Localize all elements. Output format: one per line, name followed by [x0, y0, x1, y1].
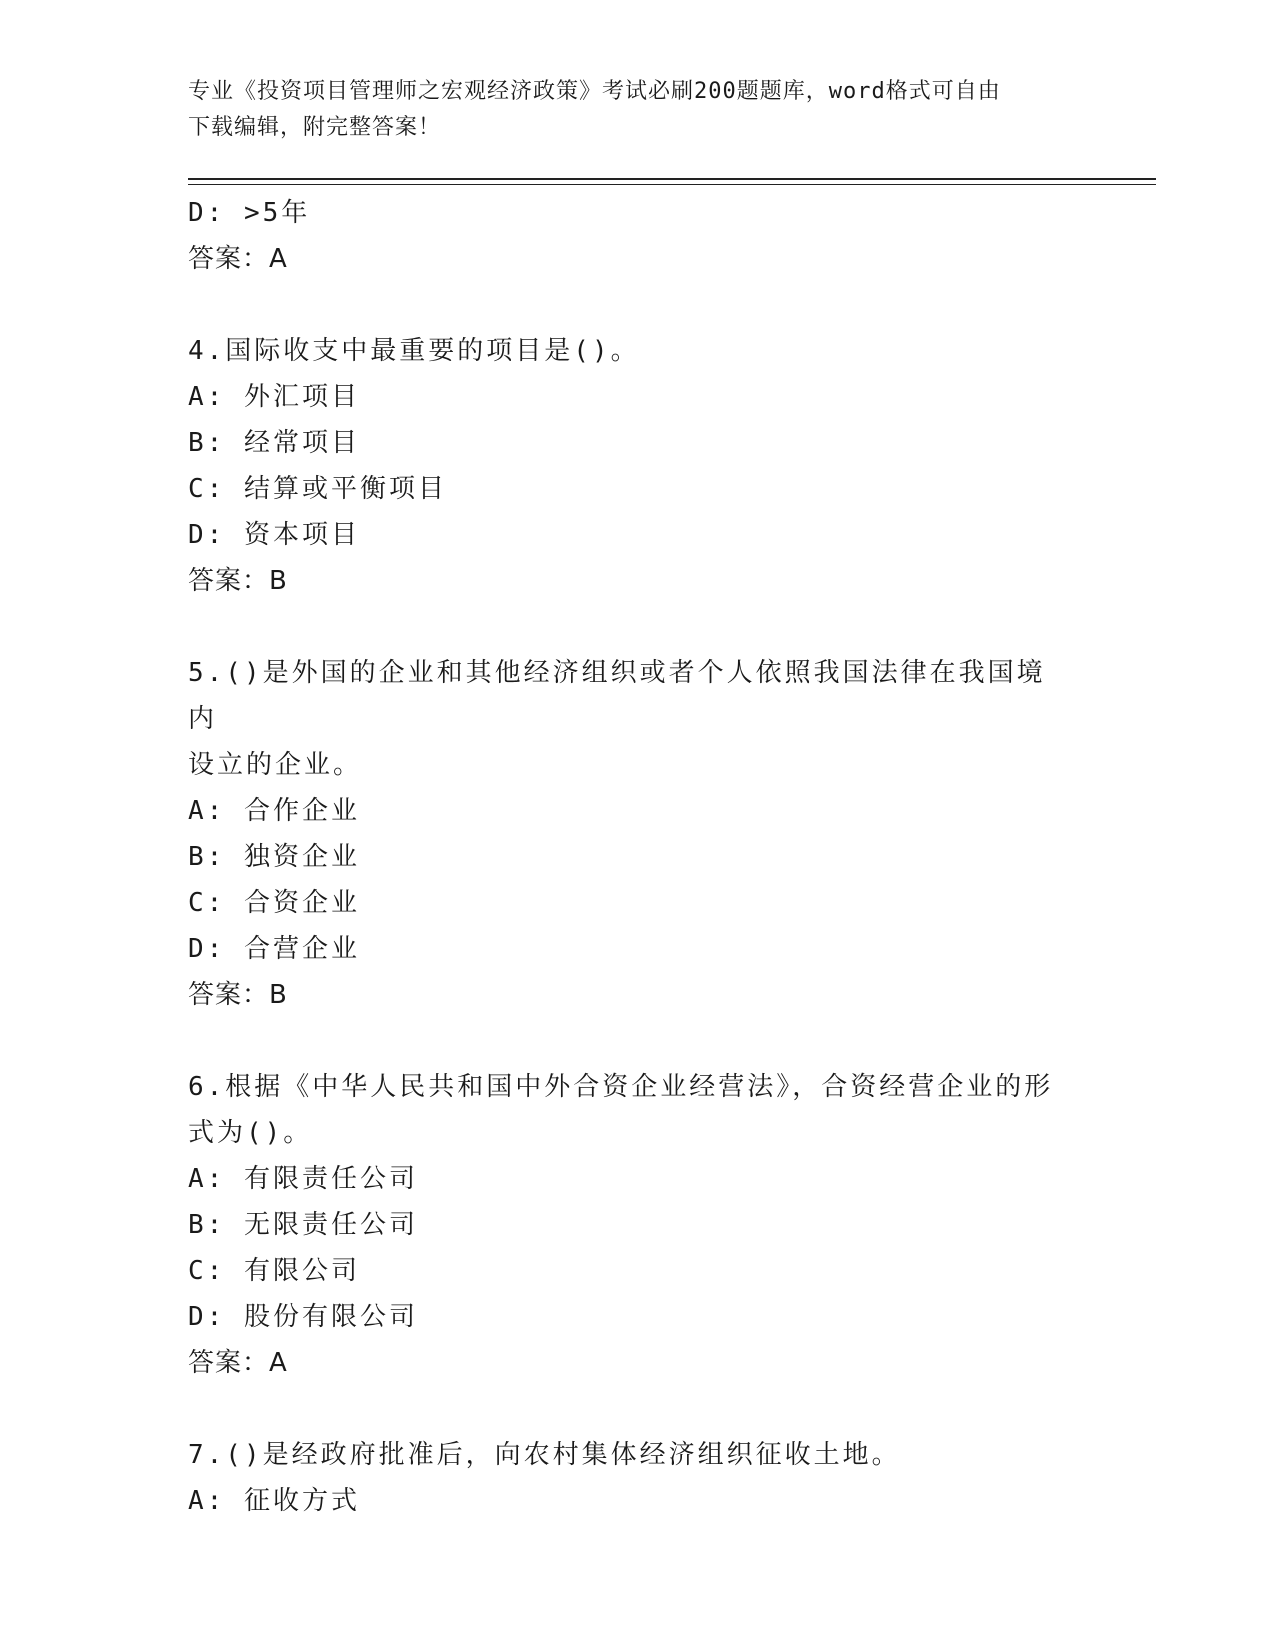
answer-line: 答案：B	[188, 980, 288, 1010]
question-stem-line-2: 设立的企业。	[188, 750, 363, 780]
option-a: A: 外汇项目	[188, 382, 360, 412]
option-b: B: 独资企业	[188, 842, 360, 872]
option-c: C: 结算或平衡项目	[188, 474, 447, 504]
header-line-1: 专业《投资项目管理师之宏观经济政策》考试必刷200题题库，word格式可自由	[188, 79, 1001, 104]
option-c: C: 合资企业	[188, 888, 360, 918]
question-stem-line-1: 6.根据《中华人民共和国中外合资企业经营法》，合资经营企业的形	[188, 1072, 1054, 1102]
option-d: D: 合营企业	[188, 934, 360, 964]
option-b: B: 无限责任公司	[188, 1210, 418, 1240]
question-5	[188, 650, 1078, 1018]
question-list	[188, 190, 1078, 1524]
option-d: D: 股份有限公司	[188, 1302, 418, 1332]
option-a: A: 合作企业	[188, 796, 360, 826]
option-a: A: 征收方式	[188, 1486, 360, 1516]
question-stem-line-2: 式为()。	[188, 1118, 313, 1148]
option-a: A: 有限责任公司	[188, 1164, 418, 1194]
option-b: B: 经常项目	[188, 428, 360, 458]
option-d: D: >5年	[188, 198, 311, 228]
spacer	[188, 282, 1078, 328]
answer-line: 答案：B	[188, 566, 288, 596]
question-3-tail	[188, 190, 1078, 282]
header-line-2: 下载编辑，附完整答案！	[188, 115, 442, 140]
answer-line: 答案：A	[188, 244, 288, 274]
spacer	[188, 1386, 1078, 1432]
spacer	[188, 1018, 1078, 1064]
document-header	[188, 74, 1068, 146]
answer-line: 答案：A	[188, 1348, 288, 1378]
spacer	[188, 604, 1078, 650]
question-stem: 7.()是经政府批准后，向农村集体经济组织征收土地。	[188, 1440, 901, 1470]
question-stem: 4.国际收支中最重要的项目是()。	[188, 336, 640, 366]
question-stem-line-1: 5.()是外国的企业和其他经济组织或者个人依照我国法律在我国境内	[188, 658, 1046, 734]
question-4	[188, 328, 1078, 604]
option-c: C: 有限公司	[188, 1256, 360, 1286]
question-6	[188, 1064, 1078, 1386]
header-divider-thin	[188, 184, 1156, 185]
header-divider-thick	[188, 178, 1156, 180]
option-d: D: 资本项目	[188, 520, 360, 550]
question-7	[188, 1432, 1078, 1524]
